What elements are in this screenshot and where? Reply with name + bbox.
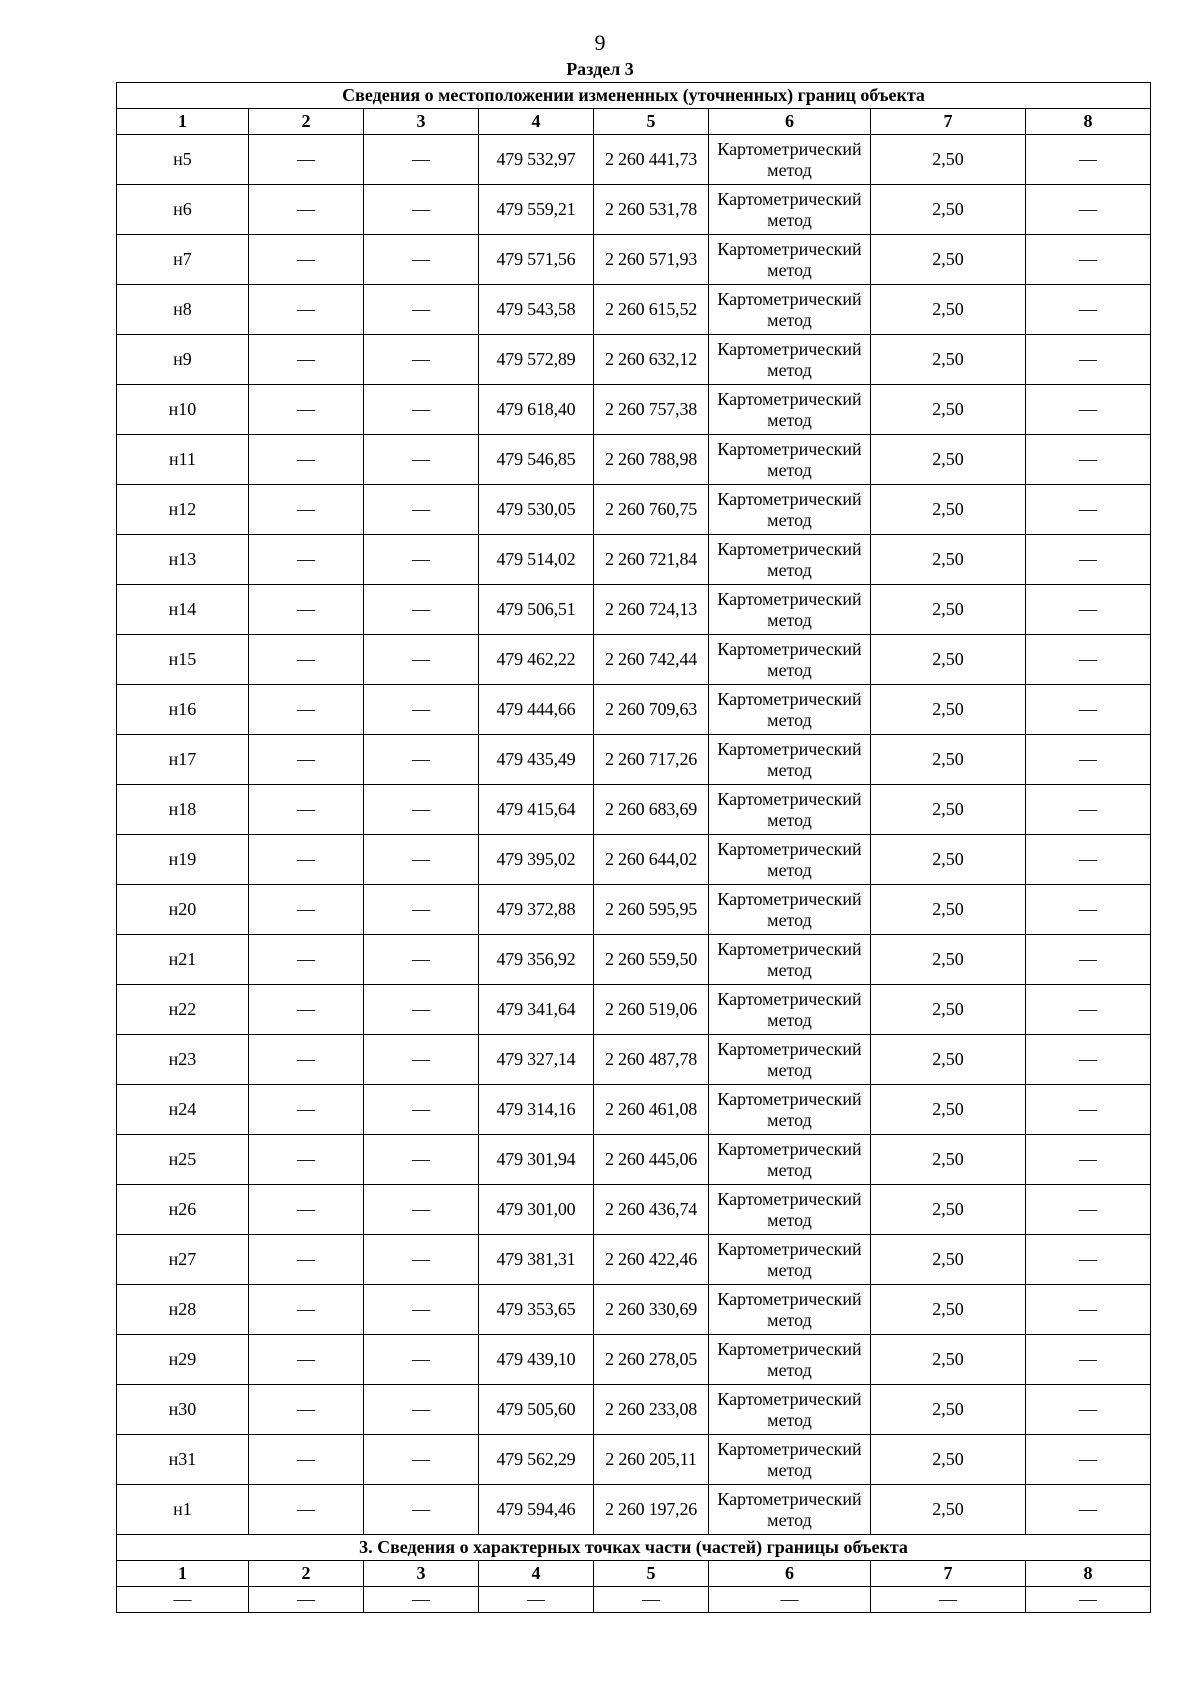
table-cell: 2,50 xyxy=(871,585,1026,635)
table-cell: 2,50 xyxy=(871,985,1026,1035)
table-cell: 2 260 330,69 xyxy=(594,1285,709,1335)
table-cell: 2,50 xyxy=(871,685,1026,735)
table-cell: — xyxy=(1026,635,1151,685)
table-cell: 2 260 436,74 xyxy=(594,1185,709,1235)
table-cell: 2 260 519,06 xyxy=(594,985,709,1035)
table-cell: Картометрический метод xyxy=(709,435,871,485)
table-cell: 2 260 724,13 xyxy=(594,585,709,635)
table-cell: — xyxy=(1026,785,1151,835)
table-cell: 2,50 xyxy=(871,435,1026,485)
column-header: 1 xyxy=(117,109,249,135)
table-cell: 479 327,14 xyxy=(479,1035,594,1085)
table-cell: — xyxy=(709,1587,871,1613)
table-cell: 479 356,92 xyxy=(479,935,594,985)
table-cell: н31 xyxy=(117,1435,249,1485)
table-cell: — xyxy=(249,1185,364,1235)
table-cell: — xyxy=(249,1385,364,1435)
table-cell: — xyxy=(249,1035,364,1085)
table2-header-title: 3. Сведения о характерных точках части (частей) границы объекта xyxy=(117,1535,1151,1561)
table-cell: — xyxy=(249,1135,364,1185)
table-cell: — xyxy=(364,335,479,385)
table-cell: 2,50 xyxy=(871,1385,1026,1435)
table-row xyxy=(117,1135,1151,1185)
table-cell: — xyxy=(249,1085,364,1135)
table-cell: 2,50 xyxy=(871,1435,1026,1485)
table-cell: 2 260 721,84 xyxy=(594,535,709,585)
table-cell: н12 xyxy=(117,485,249,535)
table-cell: — xyxy=(1026,685,1151,735)
table-row xyxy=(117,385,1151,435)
table-cell: 2,50 xyxy=(871,235,1026,285)
table-cell: Картометрический метод xyxy=(709,735,871,785)
table-cell: — xyxy=(249,585,364,635)
table-cell: — xyxy=(364,1235,479,1285)
table-cell: — xyxy=(479,1587,594,1613)
table-row xyxy=(117,835,1151,885)
table-cell: 2 260 717,26 xyxy=(594,735,709,785)
table-cell: Картометрический метод xyxy=(709,1385,871,1435)
column-header: 6 xyxy=(709,1561,871,1587)
table-row xyxy=(117,185,1151,235)
table-cell: — xyxy=(1026,1035,1151,1085)
column-header: 5 xyxy=(594,109,709,135)
table-cell: — xyxy=(1026,435,1151,485)
table-cell: Картометрический метод xyxy=(709,485,871,535)
table-cell: — xyxy=(1026,485,1151,535)
table-cell: 2,50 xyxy=(871,385,1026,435)
table-cell: 2,50 xyxy=(871,785,1026,835)
table-cell: н1 xyxy=(117,1485,249,1535)
table-cell: — xyxy=(364,1285,479,1335)
table-cell: Картометрический метод xyxy=(709,235,871,285)
table-cell: н14 xyxy=(117,585,249,635)
table-cell: н17 xyxy=(117,735,249,785)
table-cell: — xyxy=(364,1185,479,1235)
table1-header xyxy=(117,83,1151,109)
table-cell: — xyxy=(364,935,479,985)
table-cell: 479 546,85 xyxy=(479,435,594,485)
table-cell: 479 395,02 xyxy=(479,835,594,885)
table-cell: Картометрический метод xyxy=(709,135,871,185)
table-cell: — xyxy=(249,885,364,935)
column-header: 8 xyxy=(1026,1561,1151,1587)
table-cell: Картометрический метод xyxy=(709,1435,871,1485)
table-cell: Картометрический метод xyxy=(709,935,871,985)
table-cell: — xyxy=(364,435,479,485)
table-cell: — xyxy=(1026,335,1151,385)
table-cell: Картометрический метод xyxy=(709,1485,871,1535)
table-cell: н22 xyxy=(117,985,249,1035)
table-cell: 2,50 xyxy=(871,885,1026,935)
table-cell: Картометрический метод xyxy=(709,1035,871,1085)
table-cell: — xyxy=(249,1285,364,1335)
table-cell: — xyxy=(1026,735,1151,785)
table-cell: 2 260 531,78 xyxy=(594,185,709,235)
table-cell: Картометрический метод xyxy=(709,785,871,835)
table-cell: — xyxy=(364,1085,479,1135)
table-cell: н30 xyxy=(117,1385,249,1435)
table-cell: — xyxy=(364,1587,479,1613)
table-row xyxy=(117,235,1151,285)
table-cell: н16 xyxy=(117,685,249,735)
table-cell: 2 260 461,08 xyxy=(594,1085,709,1135)
table-cell: 2 260 757,38 xyxy=(594,385,709,435)
table-cell: н10 xyxy=(117,385,249,435)
table-cell: 479 571,56 xyxy=(479,235,594,285)
table-cell: — xyxy=(1026,1385,1151,1435)
table-cell: 2 260 278,05 xyxy=(594,1335,709,1385)
table-row xyxy=(117,785,1151,835)
table-cell: — xyxy=(1026,835,1151,885)
table-cell: 2,50 xyxy=(871,335,1026,385)
table-cell: н6 xyxy=(117,185,249,235)
table-cell: 479 562,29 xyxy=(479,1435,594,1485)
table-cell: — xyxy=(364,285,479,335)
table-row xyxy=(117,1235,1151,1285)
table-cell: 479 314,16 xyxy=(479,1085,594,1135)
table-cell: Картометрический метод xyxy=(709,1085,871,1135)
table-row xyxy=(117,1385,1151,1435)
table-cell: — xyxy=(249,1587,364,1613)
table-cell: — xyxy=(249,685,364,735)
table-cell: — xyxy=(249,335,364,385)
column-header: 4 xyxy=(479,109,594,135)
table-cell: 2 260 632,12 xyxy=(594,335,709,385)
table-cell: — xyxy=(249,185,364,235)
table-cell: — xyxy=(1026,1435,1151,1485)
table-cell: 479 353,65 xyxy=(479,1285,594,1335)
boundary-table xyxy=(116,82,1151,1613)
table-cell: — xyxy=(364,1035,479,1085)
table-cell: 2 260 742,44 xyxy=(594,635,709,685)
table-cell: — xyxy=(1026,385,1151,435)
table-row xyxy=(117,1185,1151,1235)
table-cell: 2 260 644,02 xyxy=(594,835,709,885)
table-cell: 479 530,05 xyxy=(479,485,594,535)
table-cell: — xyxy=(1026,135,1151,185)
table-cell: — xyxy=(249,985,364,1035)
table-row xyxy=(117,1435,1151,1485)
table-cell: — xyxy=(1026,235,1151,285)
table-row xyxy=(117,685,1151,735)
column-header: 8 xyxy=(1026,109,1151,135)
table-row xyxy=(117,585,1151,635)
table-cell: 2 260 760,75 xyxy=(594,485,709,535)
table-cell: — xyxy=(594,1587,709,1613)
table-cell: н9 xyxy=(117,335,249,385)
table-cell: 479 439,10 xyxy=(479,1335,594,1385)
table-cell: 2 260 615,52 xyxy=(594,285,709,335)
table-row xyxy=(117,1035,1151,1085)
table-row xyxy=(117,1335,1151,1385)
table-row xyxy=(117,1285,1151,1335)
table-cell: — xyxy=(249,1335,364,1385)
table-cell: н26 xyxy=(117,1185,249,1235)
table-cell: Картометрический метод xyxy=(709,835,871,885)
table-cell: 479 415,64 xyxy=(479,785,594,835)
table-cell: 2 260 559,50 xyxy=(594,935,709,985)
column-header: 5 xyxy=(594,1561,709,1587)
table-cell: — xyxy=(364,735,479,785)
table-cell: — xyxy=(249,1235,364,1285)
table-cell: 479 301,94 xyxy=(479,1135,594,1185)
table-cell: н11 xyxy=(117,435,249,485)
table-cell: 2,50 xyxy=(871,1085,1026,1135)
table-cell: — xyxy=(364,535,479,585)
table-row xyxy=(117,535,1151,585)
table-cell: н29 xyxy=(117,1335,249,1385)
table-cell: н28 xyxy=(117,1285,249,1335)
table-cell: — xyxy=(364,985,479,1035)
table-cell: Картометрический метод xyxy=(709,685,871,735)
table-row xyxy=(117,1485,1151,1535)
table-cell: н8 xyxy=(117,285,249,335)
table-cell: 2 260 709,63 xyxy=(594,685,709,735)
table-cell: 2 260 571,93 xyxy=(594,235,709,285)
section-title: Раздел 3 xyxy=(566,59,634,79)
table-cell: 2 260 441,73 xyxy=(594,135,709,185)
table-row xyxy=(117,285,1151,335)
table-cell: Картометрический метод xyxy=(709,585,871,635)
table-cell: — xyxy=(364,685,479,735)
table-cell: н7 xyxy=(117,235,249,285)
table-cell: 2 260 422,46 xyxy=(594,1235,709,1285)
table-cell: н25 xyxy=(117,1135,249,1185)
table-cell: — xyxy=(1026,1085,1151,1135)
table-cell: — xyxy=(364,385,479,435)
table-cell: Картометрический метод xyxy=(709,1185,871,1235)
table-cell: 2,50 xyxy=(871,535,1026,585)
table-cell: Картометрический метод xyxy=(709,385,871,435)
table-cell: 2,50 xyxy=(871,1135,1026,1185)
table-cell: — xyxy=(1026,1235,1151,1285)
table-cell: — xyxy=(249,1485,364,1535)
table-cell: 479 532,97 xyxy=(479,135,594,185)
table-cell: 479 514,02 xyxy=(479,535,594,585)
table-cell: Картометрический метод xyxy=(709,1235,871,1285)
table-row xyxy=(117,635,1151,685)
table-cell: Картометрический метод xyxy=(709,335,871,385)
table-cell: — xyxy=(364,1485,479,1535)
table-cell: 479 372,88 xyxy=(479,885,594,935)
table-cell: 2,50 xyxy=(871,485,1026,535)
table-row xyxy=(117,735,1151,785)
column-header: 7 xyxy=(871,1561,1026,1587)
table2-header xyxy=(117,1535,1151,1561)
table-cell: — xyxy=(364,1335,479,1385)
table-cell: — xyxy=(249,135,364,185)
page-number: 9 xyxy=(594,30,606,55)
table-cell: — xyxy=(1026,1335,1151,1385)
table-cell: — xyxy=(364,1135,479,1185)
table-cell: 2,50 xyxy=(871,1035,1026,1085)
table-cell: 2,50 xyxy=(871,185,1026,235)
table-cell: — xyxy=(1026,1485,1151,1535)
table-cell: н18 xyxy=(117,785,249,835)
table-cell: 2 260 205,11 xyxy=(594,1435,709,1485)
table-cell: 479 618,40 xyxy=(479,385,594,435)
table-cell: н19 xyxy=(117,835,249,885)
table-cell: — xyxy=(1026,535,1151,585)
table-cell: 2,50 xyxy=(871,1335,1026,1385)
table-cell: 2 260 233,08 xyxy=(594,1385,709,1435)
table-row xyxy=(117,1587,1151,1613)
table-cell: — xyxy=(364,185,479,235)
table-cell: 479 594,46 xyxy=(479,1485,594,1535)
table-cell: — xyxy=(364,835,479,885)
table-cell: — xyxy=(249,385,364,435)
table-cell: 2 260 788,98 xyxy=(594,435,709,485)
table-cell: 2,50 xyxy=(871,1485,1026,1535)
table-cell: 479 341,64 xyxy=(479,985,594,1035)
column-header: 4 xyxy=(479,1561,594,1587)
table-cell: — xyxy=(364,485,479,535)
table-cell: — xyxy=(364,235,479,285)
table-cell: 2 260 487,78 xyxy=(594,1035,709,1085)
table-row xyxy=(117,485,1151,535)
table-cell: Картометрический метод xyxy=(709,285,871,335)
table-cell: — xyxy=(1026,885,1151,935)
table-cell: — xyxy=(364,585,479,635)
table-cell: — xyxy=(1026,1587,1151,1613)
table-cell: 479 543,58 xyxy=(479,285,594,335)
table-cell: — xyxy=(249,785,364,835)
table-cell: 479 572,89 xyxy=(479,335,594,385)
table-cell: — xyxy=(871,1587,1026,1613)
column-header: 3 xyxy=(364,1561,479,1587)
table-cell: — xyxy=(1026,185,1151,235)
table-cell: 479 435,49 xyxy=(479,735,594,785)
column-header: 6 xyxy=(709,109,871,135)
table-cell: — xyxy=(249,735,364,785)
table-cell: 479 559,21 xyxy=(479,185,594,235)
table-cell: 2,50 xyxy=(871,935,1026,985)
table-cell: Картометрический метод xyxy=(709,535,871,585)
table-row xyxy=(117,435,1151,485)
table-cell: н5 xyxy=(117,135,249,185)
table-cell: 479 506,51 xyxy=(479,585,594,635)
table-cell: 2,50 xyxy=(871,1235,1026,1285)
table-cell: — xyxy=(1026,585,1151,635)
table-cell: Картометрический метод xyxy=(709,185,871,235)
table-cell: Картометрический метод xyxy=(709,985,871,1035)
table-cell: — xyxy=(249,635,364,685)
table-cell: — xyxy=(249,285,364,335)
table-cell: 479 381,31 xyxy=(479,1235,594,1285)
table-cell: — xyxy=(364,885,479,935)
table1-header-title: Сведения о местоположении измененных (уточненных) границ объекта xyxy=(117,83,1151,109)
table-cell: 2 260 445,06 xyxy=(594,1135,709,1185)
column-header-row xyxy=(117,109,1151,135)
table-cell: 2,50 xyxy=(871,735,1026,785)
table-cell: 2 260 595,95 xyxy=(594,885,709,935)
table-cell: н15 xyxy=(117,635,249,685)
table-cell: — xyxy=(1026,935,1151,985)
table-cell: — xyxy=(249,935,364,985)
table-cell: 479 444,66 xyxy=(479,685,594,735)
table-cell: н24 xyxy=(117,1085,249,1135)
table-cell: Картометрический метод xyxy=(709,885,871,935)
table-cell: н27 xyxy=(117,1235,249,1285)
table-cell: — xyxy=(249,435,364,485)
table-cell: 479 462,22 xyxy=(479,635,594,685)
table-cell: — xyxy=(364,785,479,835)
table-cell: Картометрический метод xyxy=(709,1335,871,1385)
table-cell: н13 xyxy=(117,535,249,585)
column-header: 3 xyxy=(364,109,479,135)
table-cell: н20 xyxy=(117,885,249,935)
table-cell: — xyxy=(1026,1185,1151,1235)
table-cell: — xyxy=(364,635,479,685)
table-cell: н23 xyxy=(117,1035,249,1085)
column-header-row xyxy=(117,1561,1151,1587)
table-cell: 2,50 xyxy=(871,1285,1026,1335)
column-header: 7 xyxy=(871,109,1026,135)
table-cell: 479 505,60 xyxy=(479,1385,594,1435)
table-cell: — xyxy=(1026,1285,1151,1335)
table-cell: — xyxy=(249,835,364,885)
table-row xyxy=(117,935,1151,985)
table-cell: — xyxy=(364,1435,479,1485)
table-cell: 2 260 683,69 xyxy=(594,785,709,835)
table-cell: — xyxy=(249,1435,364,1485)
table-cell: Картометрический метод xyxy=(709,1135,871,1185)
table-cell: 479 301,00 xyxy=(479,1185,594,1235)
column-header: 2 xyxy=(249,1561,364,1587)
table-cell: — xyxy=(249,235,364,285)
table-cell: — xyxy=(1026,985,1151,1035)
table-cell: 2,50 xyxy=(871,1185,1026,1235)
table-cell: — xyxy=(1026,1135,1151,1185)
table-cell: — xyxy=(364,135,479,185)
table-cell: — xyxy=(1026,285,1151,335)
table-cell: 2,50 xyxy=(871,135,1026,185)
table-cell: Картометрический метод xyxy=(709,635,871,685)
table-cell: — xyxy=(117,1587,249,1613)
column-header: 1 xyxy=(117,1561,249,1587)
table-cell: н21 xyxy=(117,935,249,985)
column-header: 2 xyxy=(249,109,364,135)
table-cell: — xyxy=(249,485,364,535)
table-row xyxy=(117,885,1151,935)
table-cell: — xyxy=(249,535,364,585)
table-cell: — xyxy=(364,1385,479,1435)
table-row xyxy=(117,135,1151,185)
table-cell: 2,50 xyxy=(871,285,1026,335)
table-cell: 2,50 xyxy=(871,635,1026,685)
table-row xyxy=(117,985,1151,1035)
table-cell: 2 260 197,26 xyxy=(594,1485,709,1535)
table-row xyxy=(117,335,1151,385)
table-cell: 2,50 xyxy=(871,835,1026,885)
table-row xyxy=(117,1085,1151,1135)
table-cell: Картометрический метод xyxy=(709,1285,871,1335)
